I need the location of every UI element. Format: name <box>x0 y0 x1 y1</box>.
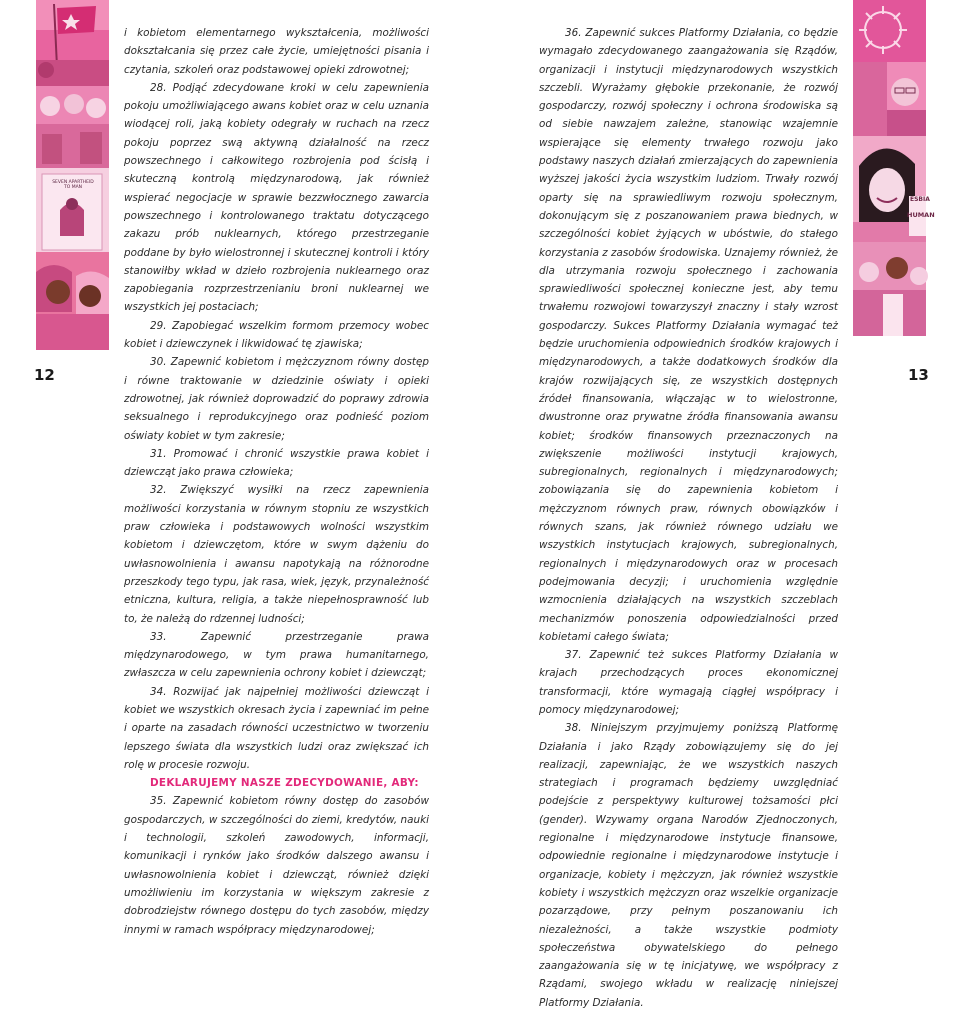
photo-women-headscarves <box>36 252 109 350</box>
paragraph-31: 31. Promować i chronić wszystkie prawa kobiet i dziewcząt jako prawa człowieka; <box>124 447 429 479</box>
paragraph-32: 32. Zwiększyć wysiłki na rzecz zapewnienia możliwości korzystania w równym stopniu ze wszystkich praw człowieka i podstawowych wolności wszystkim kobietom i dziewczętom, które w swym dążeniu do uwłasnowolnienia i awansu napotykają na różnorodne przeszkody tego typu, jak rasa, wiek, język, przynależność etniczna, kultura, religia, a także niepełnosprawność lub to, że należą do rdzennej ludności; <box>124 484 429 625</box>
paragraph-37: 37. Zapewnić też sukces Platformy Działania w krajach przechodzących proces ekonomicznej transformacji, które wymagają ciągłej współpracy i pomocy międzynarodowej; <box>539 649 838 716</box>
photo-poster <box>36 168 109 252</box>
left-text-column <box>124 24 429 939</box>
paragraph-36: 36. Zapewnić sukces Platformy Działania, co będzie wymagało zdecydowanego zaangażowania się Rządów, organizacji i instytucji międzynarodowych wszystkich szczebli. Wyrażamy głębokie przekonanie, że rozwój gospodarczy, rozwój społeczny i ochrona środowiska są od siebie nawzajem zależne, stanowiąc wzajemnie wspierające się elementy trwałego rozwoju jako podstawy naszych działań zmierzających do zapewnienia wyższej jakości życia wszystkim ludziom. Trwały rozwój oparty się na sprawiedliwym rozwoju społecznym, dokonującym się z poszanowaniem prawa biednych, w szczególności kobiet żyjących w ubóstwie, do stałego korzystania z zasobów środowiska. Uznajemy również, że dla utrzymania rozwoju społecznego i zachowania sprawiedliwości społecznej konieczne jest, aby temu trwałemu rozwojowi towarzyszył znaczny i stały wzrost gospodarczy. Sukces Platformy Działania wymagać też będzie uruchomienia odpowiednich środków krajowych i międzynarodowych, a także dodatkowych środków dla krajów rozwijających się, ze wszystkich dostępnych źródeł finansowania, włączając w to wielostronne, dwustronne oraz prywatne źródła finansowania awansu kobiet; środków finansowych przeznaczonych na zwiększenie możliwości instytucji krajowych, subregionalnych, regionalnych i międzynarodowych; zobowiązania się do zapewnienia kobietom i mężczyznom równych praw, równych obowiązków i równych szans, jak również równego udziału we wszystkich instytucjach krajowych, subregionalnych, regionalnych i międzynarodowych oraz w procesach podejmowania decyzji; i uruchomienia względnie wzmocnienia działających na wszystkich szczeblach mechanizmów ponoszenia odpowiedzialności przed kobietami całego świata; <box>539 27 838 643</box>
page-number-left: 12 <box>34 366 55 384</box>
sign-text-1: ESBIA <box>910 196 930 203</box>
photo-smiling-woman <box>853 136 935 242</box>
photo-woman-glasses <box>853 62 926 136</box>
section-heading: DEKLARUJEMY NASZE ZDECYDOWANIE, ABY: <box>150 777 419 790</box>
paragraph-28: 28. Podjąć zdecydowane kroki w celu zapewnienia pokoju umożliwiającego awans kobiet oraz w celu uznania wiodącej roli, jaką kobiety odegrały w ruchach na rzecz pokoju poprzez swą aktywną działalność na rzecz powszechnego i całkowitego rozbrojenia pod ścisłą i skuteczną kontrolą międzynarodową, jak również wspierać negocjacje w sprawie bezzwłocznego zawarcia powszechnego i kontrolowanego traktatu dotyczącego zakazu prób nuklearnych, którego przestrzeganie poddane by było wielostronnej i skutecznej kontroli i który stanowiłby wkład w dzieło rozbrojenia nuklearnego oraz zapobiegania rozprzestrzenianiu broni nuklearnej we wszystkich jej postaciach; <box>124 81 429 314</box>
paragraph-38: 38. Niniejszym przyjmujemy poniższą Platformę Działania i jako Rządy zobowiązujemy się do jej realizacji, zapewniając, że we wszystkich naszych strategiach i programach będziemy uwzględniać podejście z perspektywy kulturowej tożsamości płci (gender). Wzywamy organa Narodów Zjednoczonych, regionalne i międzynarodowe instytucje finansowe, odpowiednie regionalne i międzynarodowe instytucje i organizacje, kobiety i mężczyzn, jak również wszystkie kobiety i wszystkich mężczyzn oraz wszelkie organizacje pozarządowe, przy pełnym poszanowaniu ich niezależności, a także wszystkie podmioty społeczeństwa obywatelskiego do pełnego zaangażowania się w tę inicjatywę, we współpracy z Rządami, swojego wkładu w realizację niniejszej Platformy Działania. <box>539 722 838 1009</box>
photo-crowd <box>853 242 926 336</box>
photo-pink-banner <box>853 0 926 62</box>
paragraph-33: 33. Zapewnić przestrzeganie prawa międzynarodowego, w tym prawa humanitarnego, zwłaszcza w celu zapewnienia ochrony kobiet i dziewcząt; <box>124 630 429 680</box>
paragraph-29: 29. Zapobiegać wszelkim formom przemocy wobec kobiet i dziewczynek i likwidować tę zjawiska; <box>124 319 429 351</box>
poster-text: SEVEN APARTHEID TO MAN <box>52 180 94 190</box>
photo-crowd-masks <box>36 86 109 168</box>
paragraph-30: 30. Zapewnić kobietom i mężczyznom równy dostęp i równe traktowanie w dziedzinie oświaty i opieki zdrowotnej, jak również doprowadzić do poprawy zdrowia seksualnego i reprodukcyjnego oraz podnieść poziom oświaty kobiet w tym zakresie; <box>124 356 429 442</box>
paragraph-35: 35. Zapewnić kobietom równy dostęp do zasobów gospodarczych, w szczególności do ziemi, kredytów, nauki i technologii, szkoleń zawodowych, informacji, komunikacji i rynków jako środków dalszego awansu i uwłasnowolnienia kobiet i dziewcząt, również dzięki umożliwieniu im korzystania w większym zakresie z dobrodziejstw równego dostępu do tych zasobów, między innymi w ramach współpracy międzynarodowej; <box>124 795 429 936</box>
paragraph-intro: i kobietom elementarnego wykształcenia, możliwości dokształcania się przez całe życie, umiejętności pisania i czytania, szkoleń oraz podstawowej opieki zdrowotnej; <box>124 27 429 76</box>
page-number-right: 13 <box>908 366 929 384</box>
right-text-column <box>539 24 838 1012</box>
paragraph-34: 34. Rozwijać jak najpełniej możliwości dziewcząt i kobiet we wszystkich okresach życia i zapewniać im pełne i oparte na zasadach równości uczestnictwo w tworzeniu lepszego świata dla wszystkich ludzi oraz zwiększać ich rolę w procesie rozwoju. <box>124 685 429 771</box>
photo-pink-flag <box>36 0 109 88</box>
sign-text-2: HUMAN <box>907 211 935 219</box>
